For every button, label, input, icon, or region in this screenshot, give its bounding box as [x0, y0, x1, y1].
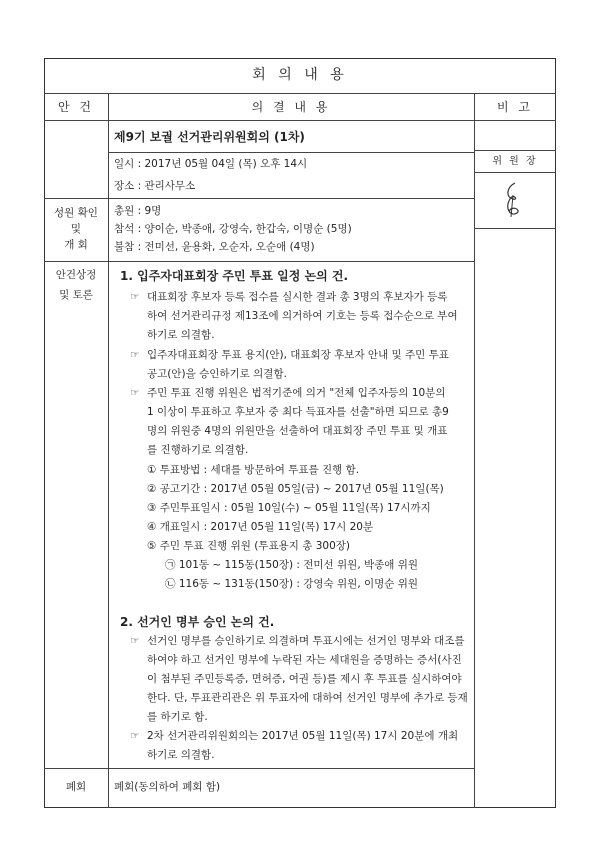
chair-label: 위 원 장 [492, 156, 538, 167]
item2-p1-line: 를 하기로 함. [147, 711, 208, 723]
item1-p1-line: 하여 선거관리규정 제13조에 의거하여 기호는 등록 접수순으로 부여 [147, 310, 458, 322]
item2-p1-line: 하여야 하고 선거인 명부에 누락된 자는 세대원을 증명하는 증서(사진 [147, 654, 462, 666]
schedule-item: ④ 개표일시 : 2017년 05월 11일(목) 17시 20분 [147, 521, 374, 533]
sub-schedule-item: ㉠ 101동 ~ 115동(150장) : 전미선 위원, 박종애 위원 [165, 559, 419, 571]
divider [44, 93, 556, 94]
item2-p1-line: 이 첨부된 주민등록증, 면허증, 여권 등)를 제시 후 투표를 실시하여야 [147, 673, 462, 685]
item1-title: 1. 입주자대표회장 주민 투표 일정 논의 건. [120, 269, 349, 283]
quorum-absent: 불참 : 전미선, 윤용화, 오순자, 오순애 (4명) [114, 241, 315, 253]
schedule-item: ⑤ 주민 투표 진행 위원 (투표용지 총 300장) [147, 540, 351, 552]
schedule-item: ① 투표방법 : 세대를 방문하여 투표를 진행 함. [147, 464, 360, 476]
discussion-label: 및 토론 [59, 289, 93, 301]
meeting-name: 제9기 보궐 선거관리위원회의 (1차) [114, 130, 305, 144]
page-title: 회 의 내 용 [252, 67, 348, 83]
quorum-total: 총원 : 9명 [114, 205, 162, 217]
meeting-datetime: 일시 : 2017년 05월 04일 (목) 오후 14시 [114, 158, 308, 170]
quorum-label: 성원 확인 [54, 207, 98, 219]
bullet-icon: ☞ [130, 387, 140, 399]
item1-p3-line: 명의 위원중 4명의 위원만을 선출하여 대표회장 주민 투표 및 개표 [147, 425, 448, 437]
divider [108, 152, 474, 153]
bullet-icon: ☞ [130, 730, 140, 742]
signature-icon [483, 177, 541, 221]
item1-p1-line: 대표회장 후보자 등록 접수를 실시한 결과 총 3명의 후보자가 등록 [147, 291, 448, 303]
column-divider [108, 93, 109, 808]
column-divider [474, 93, 475, 808]
item1-p2-line: 입주자대표회장 투표 용지(안), 대표회장 후보자 안내 및 주민 투표 [147, 349, 449, 361]
item2-p1-line: 한다. 단, 투표관리관은 위 투표자에 대하여 선거인 명부에 추가로 등재 [147, 692, 468, 704]
item1-p2-line: 공고(안)을 승인하기로 의결함. [147, 368, 287, 380]
item1-p3-line: 를 진행하기로 의결함. [147, 444, 249, 456]
closing-label: 폐회 [65, 781, 87, 793]
divider [474, 228, 556, 229]
schedule-item: ② 공고기간 : 2017년 05월 05일(금) ~ 2017년 05월 11일(목) [147, 483, 444, 495]
item1-p1-line: 하기로 의결함. [147, 329, 215, 341]
item2-p1-line: 선거인 명부를 승인하기로 의결하며 투표시에는 선거인 명부와 대조를 [147, 635, 465, 647]
item2-p2-line: 2차 선거관리위원회의는 2017년 05월 11일(목) 17시 20분에 개최 [147, 730, 459, 742]
quorum-label: 개 회 [64, 239, 88, 251]
header-content: 의 결 내 용 [251, 100, 331, 114]
meeting-place: 장소 : 관리사무소 [114, 180, 196, 192]
divider [474, 150, 556, 151]
item2-title: 2. 선거인 명부 승인 논의 건. [120, 615, 275, 629]
item1-p3-line: 1 이상이 투표하고 후보자 중 최다 득표자를 선출"하면 되므로 총9 [147, 406, 449, 418]
header-agenda: 안 건 [58, 100, 94, 114]
bullet-icon: ☞ [130, 635, 140, 647]
divider [474, 172, 556, 173]
item1-p3-line: 주민 투표 진행 위원은 법적기준에 의거 "전체 입주자등의 10분의 [147, 387, 446, 399]
divider [44, 120, 556, 121]
header-remarks: 비 고 [497, 100, 533, 114]
sub-schedule-item: ㉡ 116동 ~ 131동(150장) : 강영숙 위원, 이명순 위원 [165, 578, 419, 590]
bullet-icon: ☞ [130, 349, 140, 361]
quorum-label: 및 [70, 223, 82, 235]
item2-p2-line: 하기로 의결함. [147, 749, 215, 761]
schedule-item: ③ 주민투표일시 : 05월 10일(수) ~ 05월 11일(목) 17시까지 [147, 502, 431, 514]
bullet-icon: ☞ [130, 291, 140, 303]
quorum-present: 참석 : 양이순, 박종애, 강영숙, 한갑숙, 이명순 (5명) [114, 223, 352, 235]
closing-text: 폐회(동의하여 폐회 함) [114, 781, 221, 793]
discussion-label: 안건상정 [55, 269, 97, 281]
